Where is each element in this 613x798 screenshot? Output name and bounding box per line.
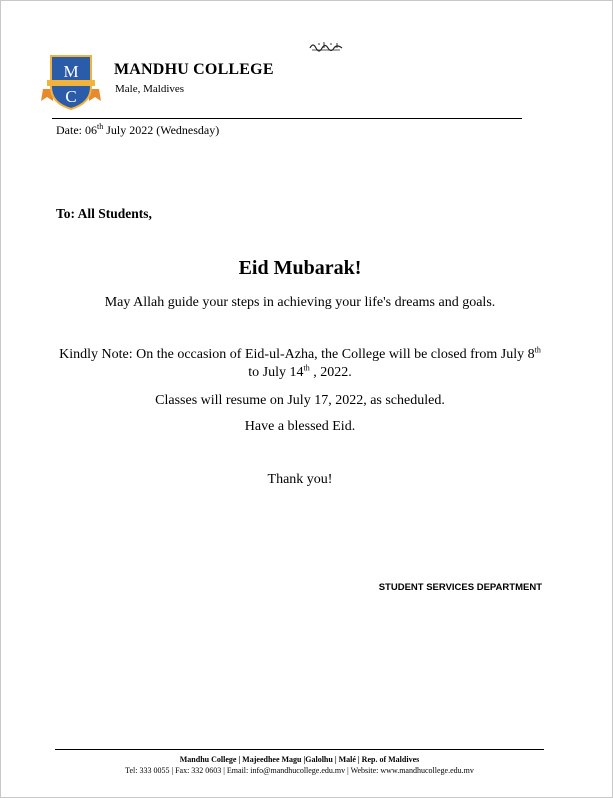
addressee: To: All Students,: [56, 206, 152, 221]
signature-department: STUDENT SERVICES DEPARTMENT: [378, 582, 542, 593]
blessing-text: May Allah guide your steps in achieving your life's dreams and goals.: [104, 295, 496, 310]
note-sup-1: th: [534, 345, 541, 355]
closure-note: [0, 346, 600, 382]
bismillah-calligraphy: [309, 40, 343, 52]
date-rest: July 2022 (Wednesday): [103, 123, 220, 137]
note-sup-2: th: [303, 363, 310, 373]
note-part-3: , 2022.: [309, 365, 352, 380]
letter-headline: Eid Mubarak!: [238, 257, 362, 279]
college-logo: [41, 53, 101, 111]
note-part-2: to July 14: [248, 365, 304, 380]
date-day-suffix: th: [97, 122, 104, 131]
svg-text:M: M: [63, 62, 79, 81]
svg-text:C: C: [65, 87, 77, 106]
footer-divider: [55, 749, 544, 750]
note-part-1: Kindly Note: On the occasion of Eid-ul-Azha, the College will be closed from July 8: [59, 347, 535, 362]
header-divider: [52, 118, 522, 119]
college-location: Male, Maldives: [115, 83, 185, 95]
footer-contact: Tel: 333 0055 | Fax: 332 0603 | Email: info@mandhucollege.edu.mv | Website: www.mandhucollege.edu.mv: [125, 766, 474, 775]
college-name: MANDHU COLLEGE: [114, 61, 274, 78]
date-label: Date: 06: [56, 123, 97, 137]
thank-you-text: Thank you!: [267, 472, 333, 487]
footer-address: Mandhu College | Majeedhee Magu |Galolhu | Malé | Rep. of Maldives: [179, 755, 420, 764]
resume-text: Classes will resume on July 17, 2022, as scheduled.: [155, 393, 445, 408]
letter-date: [56, 123, 219, 138]
blessed-eid-text: Have a blessed Eid.: [244, 419, 356, 434]
